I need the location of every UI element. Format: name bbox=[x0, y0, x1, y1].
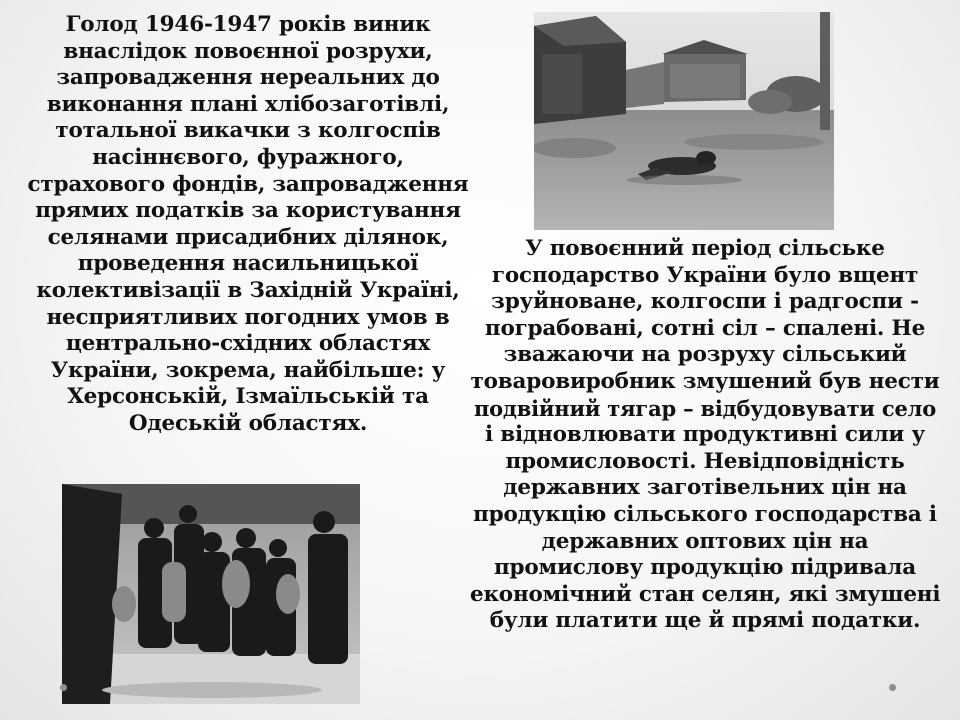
left-paragraph-line: тотальної викачки з колгоспів bbox=[55, 118, 441, 144]
left-paragraph-line: запровадження нереальних до bbox=[56, 65, 440, 91]
right-paragraph-line: економічний стан селян, які змушені bbox=[470, 581, 941, 607]
left-paragraph-line: селянами присадибних ділянок, bbox=[47, 224, 449, 250]
left-paragraph bbox=[18, 12, 478, 438]
left-paragraph-line: України, зокрема, найбільше: у bbox=[50, 357, 446, 383]
right-paragraph-line: були платити ще й прямі податки. bbox=[489, 608, 921, 634]
village-street-photo bbox=[534, 12, 834, 230]
left-paragraph-line: виконання плані хлібозаготівлі, bbox=[46, 91, 450, 117]
right-paragraph-line: промислову продукцію підривала bbox=[494, 555, 916, 581]
right-paragraph-line: господарство України було вщент bbox=[491, 262, 919, 288]
bullet-dot bbox=[60, 684, 67, 691]
right-paragraph-line: і відновлювати продуктивні сили у bbox=[484, 422, 926, 448]
right-paragraph-line: зруйноване, колгоспи і радгоспи - bbox=[491, 289, 919, 315]
left-paragraph-line: колективізації в Західній Україні, bbox=[36, 277, 460, 303]
right-paragraph-line: державних оптових цін на bbox=[541, 528, 869, 554]
right-paragraph-line: зважаючи на розруху сільський bbox=[503, 342, 907, 368]
left-paragraph-line: насіннєвого, фуражного, bbox=[92, 144, 404, 170]
right-paragraph bbox=[470, 236, 940, 635]
left-paragraph-line: внаслідок повоєнної розрухи, bbox=[63, 38, 433, 64]
left-paragraph-line: Одеській областях. bbox=[128, 410, 368, 436]
right-paragraph-line: пограбовані, сотні сіл – спалені. Не bbox=[484, 315, 926, 341]
left-paragraph-line: прямих податків за користування bbox=[35, 198, 461, 224]
bullet-dot bbox=[889, 684, 896, 691]
village-street-photo-image bbox=[534, 12, 834, 230]
right-paragraph-line: подвійний тягар – відбудовувати село bbox=[473, 395, 937, 421]
right-paragraph-line: продукцію сільського господарства і bbox=[473, 501, 937, 527]
right-paragraph-line: товаровиробник змушений був нести bbox=[470, 368, 940, 394]
left-paragraph-line: центрально-східних областях bbox=[65, 331, 431, 357]
right-paragraph-line: державних заготівельних цін на bbox=[503, 475, 907, 501]
left-paragraph-line: страхового фондів, запровадження bbox=[27, 171, 469, 197]
right-paragraph-line: У повоєнний період сільське bbox=[525, 236, 885, 261]
villagers-group-photo-image bbox=[62, 484, 360, 704]
left-paragraph-line: несприятливих погодних умов в bbox=[46, 304, 450, 330]
right-paragraph-line: промисловості. Невідповідність bbox=[505, 448, 905, 474]
left-paragraph-line: Херсонській, Ізмаїльській та bbox=[67, 384, 429, 410]
left-paragraph-line: проведення насильницької bbox=[77, 251, 419, 277]
villagers-group-photo bbox=[62, 484, 360, 704]
left-paragraph-line: Голод 1946-1947 років виник bbox=[65, 12, 431, 37]
